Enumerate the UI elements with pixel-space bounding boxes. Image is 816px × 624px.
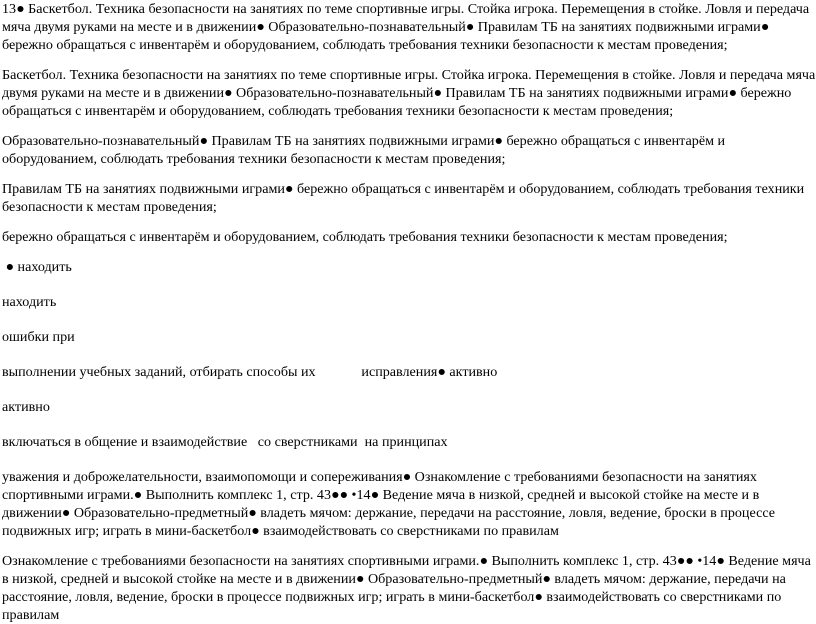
paragraph-learning-tasks: выполнении учебных заданий, отбирать способы их исправления● активно (2, 364, 498, 380)
paragraph-safety-requirements: Ознакомление с требованиями безопасности на занятиях спортивными играми.● Выполнить комплекс 1, стр. 43●● •14● Ведение мяча в низкой, средней и высокой стойке на месте и в движении● Образовательно-предметный● владеть мячом: держание, передачи на расстояние, ловля, ведение, броски в процессе подвижных игр; играть в мини-баскетбол● взаимодействовать со сверстниками по правилам (2, 553, 811, 623)
paragraph-errors: ошибки при (2, 329, 75, 345)
paragraph-equipment-care: бережно обращаться с инвентарём и оборудованием, соблюдать требования техники безопасности к местам проведения; (2, 229, 728, 245)
paragraph-basketball-safety: Баскетбол. Техника безопасности на занятиях по теме спортивные игры. Стойка игрока. Перемещения в стойке. Ловля и передача мяча двумя руками на месте и в движении● Образовательно-познавательный● Правилам ТБ на занятиях подвижными играми● бережно обращаться с инвентарём и оборудованием, соблюдать требования техники безопасности к местам проведения; (2, 67, 816, 119)
paragraph-lesson-13: 13● Баскетбол. Техника безопасности на занятиях по теме спортивные игры. Стойка игрока. Перемещения в стойке. Ловля и передача мяча двумя руками на месте и в движении● Образовательно-познавательный● Правилам ТБ на занятиях подвижными играми● бережно обращаться с инвентарём и оборудованием, соблюдать требования техники безопасности к местам проведения; (2, 1, 810, 53)
paragraph-safety-rules: Правилам ТБ на занятиях подвижными играми● бережно обращаться с инвентарём и оборудованием, соблюдать требования техники безопасности к местам проведения; (2, 181, 805, 215)
paragraph-find-bullet: ● находить (2, 259, 72, 275)
paragraph-find: находить (2, 294, 57, 310)
paragraph-actively: активно (2, 399, 50, 415)
paragraph-communication: включаться в общение и взаимодействие со сверстниками на принципах (2, 434, 448, 450)
paragraph-cognitive: Образовательно-познавательный● Правилам ТБ на занятиях подвижными играми● бережно обращаться с инвентарём и оборудованием, соблюдать требования техники безопасности к местам проведения; (2, 133, 726, 167)
paragraph-respect-lesson-14: уважения и доброжелательности, взаимопомощи и сопереживания● Ознакомление с требованиями безопасности на занятиях спортивными играми.● Выполнить комплекс 1, стр. 43●● •14● Ведение мяча в низкой, средней и высокой стойке на месте и в движении● Образовательно-предметный● владеть мячом: держание, передачи на расстояние, ловля, ведение, броски в процессе подвижных игр; играть в мини-баскетбол● взаимодействовать со сверстниками по правилам (2, 469, 776, 539)
